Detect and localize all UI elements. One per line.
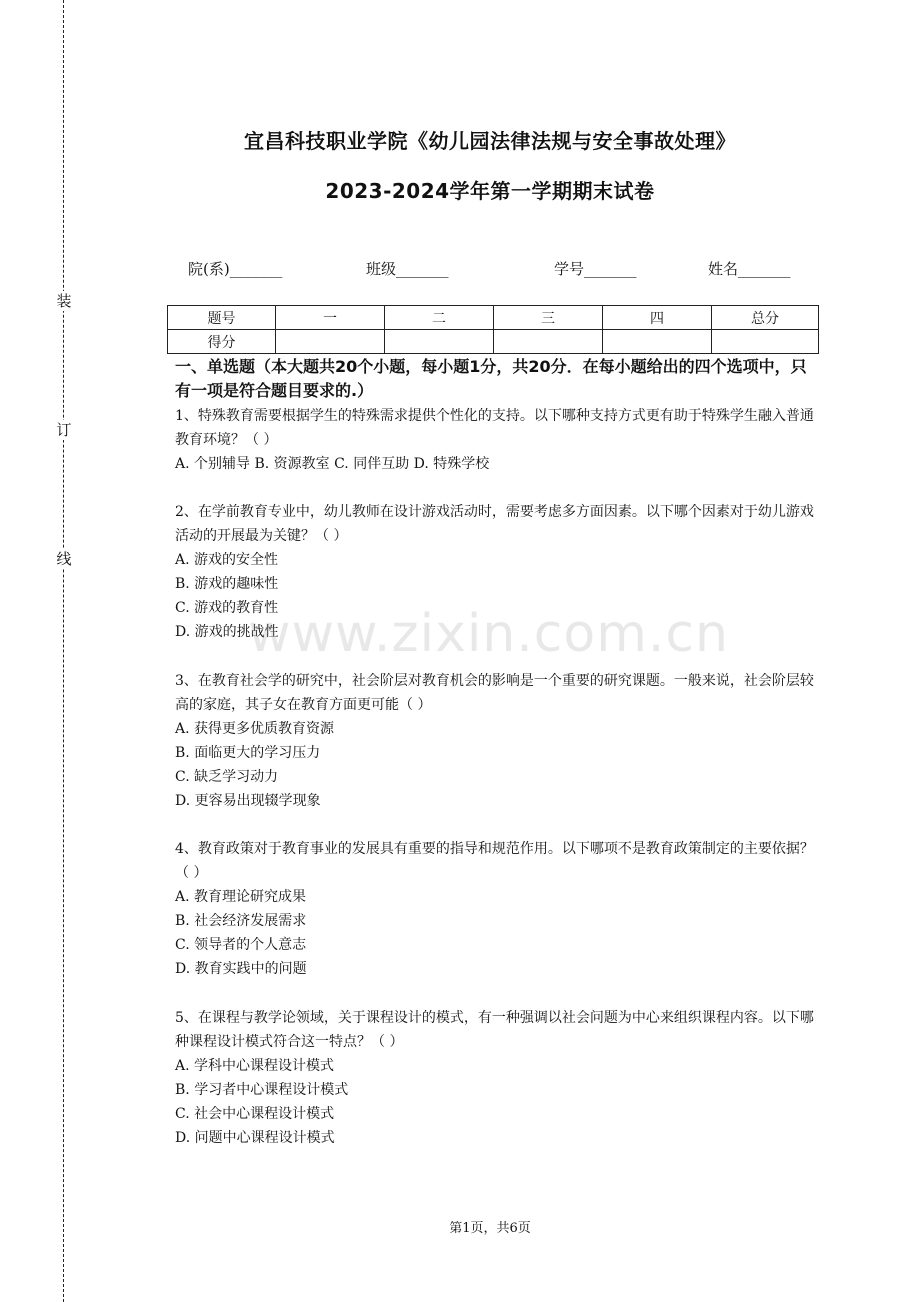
option: B. 学习者中心课程设计模式 — [175, 1082, 349, 1098]
score-cell — [385, 330, 494, 354]
option: D. 更容易出现辍学现象 — [175, 793, 321, 809]
watermark: www.zixin.com.cn — [248, 604, 729, 664]
question-5 — [175, 1006, 820, 1150]
score-table-header-row — [168, 306, 819, 330]
option: A. 学科中心课程设计模式 — [175, 1058, 335, 1074]
question-options: A. 个别辅导 B. 资源教室 C. 同伴互助 D. 特殊学校 — [175, 456, 490, 472]
section-heading: 一、单选题（本大题共20个小题，每小题1分，共20分．在每小题给出的四个选项中，只有一项是符合题目要求的.） — [175, 357, 807, 400]
question-4 — [175, 837, 820, 981]
option: B. 游戏的趣味性 — [175, 576, 279, 592]
question-stem: 2、在学前教育专业中，幼儿教师在设计游戏活动时，需要考虑多方面因素。以下哪个因素对于幼儿游戏活动的开展最为关键？（ ） — [175, 504, 814, 544]
option: A. 游戏的安全性 — [175, 552, 279, 568]
option: D. 游戏的挑战性 — [175, 624, 279, 640]
option: B. 面临更大的学习压力 — [175, 745, 321, 761]
question-stem: 4、教育政策对于教育事业的发展具有重要的指导和规范作用。以下哪项不是教育政策制定的主要依据？（ ） — [175, 841, 814, 881]
score-header-cell: 四 — [603, 306, 712, 330]
option: A. 获得更多优质教育资源 — [175, 721, 335, 737]
question-stem: 5、在课程与教学论领域，关于课程设计的模式，有一种强调以社会问题为中心来组织课程内容。以下哪种课程设计模式符合这一特点？（ ） — [175, 1010, 814, 1050]
score-header-cell: 一 — [276, 306, 385, 330]
score-header-cell: 二 — [385, 306, 494, 330]
name-field: 姓名_______ — [708, 260, 791, 278]
option: B. 社会经济发展需求 — [175, 913, 307, 929]
score-cell — [276, 330, 385, 354]
option: C. 游戏的教育性 — [175, 600, 279, 616]
binding-label-xian: 线 — [56, 550, 72, 568]
department-field: 院(系)_______ — [188, 260, 283, 278]
class-field: 班级_______ — [366, 260, 449, 278]
exam-title-line2: 2023-2024学年第一学期期末试卷 — [325, 179, 655, 203]
exam-title-line1: 宜昌科技职业学院《幼儿园法律法规与安全事故处理》 — [244, 129, 736, 153]
score-row-label: 得分 — [168, 330, 276, 354]
score-table — [167, 305, 819, 354]
score-table-score-row — [168, 330, 819, 354]
page-footer: 第1页，共6页 — [449, 1221, 531, 1236]
score-cell — [603, 330, 712, 354]
binding-label-zhuang: 装 — [56, 292, 72, 310]
question-stem: 1、特殊教育需要根据学生的特殊需求提供个性化的支持。以下哪种支持方式更有助于特殊学生融入普通教育环境？（ ） — [175, 408, 814, 448]
score-cell — [712, 330, 819, 354]
binding-label-ding: 订 — [56, 421, 72, 439]
option: A. 教育理论研究成果 — [175, 889, 307, 905]
student-info-row — [188, 258, 808, 280]
option: D. 教育实践中的问题 — [175, 961, 307, 977]
question-3 — [175, 669, 820, 813]
score-header-cell: 总分 — [712, 306, 819, 330]
option: C. 缺乏学习动力 — [175, 769, 279, 785]
score-header-cell: 三 — [494, 306, 603, 330]
option: C. 领导者的个人意志 — [175, 937, 307, 953]
student-id-field: 学号_______ — [554, 260, 637, 278]
option: C. 社会中心课程设计模式 — [175, 1106, 335, 1122]
question-1 — [175, 404, 820, 476]
option: D. 问题中心课程设计模式 — [175, 1130, 335, 1146]
question-stem: 3、在教育社会学的研究中，社会阶层对教育机会的影响是一个重要的研究课题。一般来说，社会阶层较高的家庭，其子女在教育方面更可能（ ） — [175, 673, 814, 713]
score-cell — [494, 330, 603, 354]
score-header-cell: 题号 — [168, 306, 276, 330]
